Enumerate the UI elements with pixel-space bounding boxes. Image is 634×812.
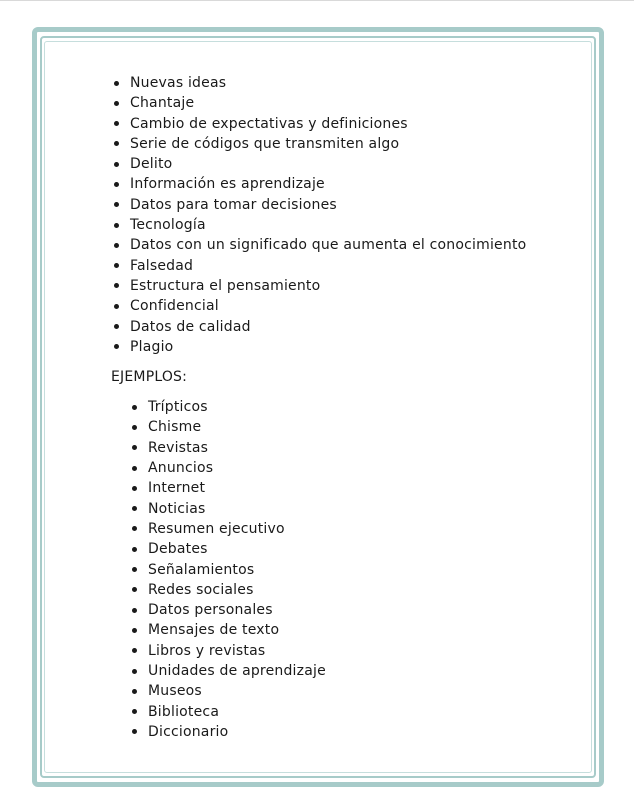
- list-item-text: Datos con un significado que aumenta el conocimiento: [130, 237, 527, 254]
- list-item-text: Mensajes de texto: [148, 622, 280, 639]
- list-item-text: Internet: [148, 480, 206, 497]
- bullet-icon: [114, 304, 119, 309]
- list-item-text: Chisme: [148, 419, 202, 436]
- list-item: [0, 519, 634, 539]
- list-item: [0, 539, 634, 559]
- list-item-text: Información es aprendizaje: [130, 176, 325, 193]
- bullet-icon: [114, 344, 119, 349]
- list-item-text: Señalamientos: [148, 561, 255, 578]
- list-item-text: Serie de códigos que transmiten algo: [130, 135, 400, 152]
- bullet-icon: [114, 182, 119, 187]
- list-item: [0, 296, 634, 316]
- list-item: [0, 458, 634, 478]
- list-item-text: Datos personales: [148, 602, 273, 619]
- bullet-icon: [132, 608, 137, 613]
- list-item-text: Tecnología: [130, 217, 206, 234]
- list-item-text: Cambio de expectativas y definiciones: [130, 115, 408, 132]
- bullet-icon: [132, 709, 137, 714]
- list-item-text: Museos: [148, 683, 202, 700]
- list-item-text: Falsedad: [130, 257, 194, 274]
- bullet-icon: [114, 283, 119, 288]
- bullet-icon: [132, 405, 137, 410]
- bullet-icon: [114, 101, 119, 106]
- list-item: [0, 195, 634, 215]
- list-item: [0, 397, 634, 417]
- list-item-text: Confidencial: [130, 298, 219, 315]
- list-item: [0, 93, 634, 113]
- list-item-text: Plagio: [130, 338, 174, 355]
- list-item: [0, 438, 634, 458]
- list-item-text: Biblioteca: [148, 703, 220, 720]
- list-item: [0, 499, 634, 519]
- list-item: [0, 114, 634, 134]
- bullet-icon: [132, 669, 137, 674]
- list-item-text: Unidades de aprendizaje: [148, 663, 326, 680]
- list-item-text: Anuncios: [148, 460, 214, 477]
- list-item: [0, 641, 634, 661]
- list-item: [0, 600, 634, 620]
- list-item: [0, 317, 634, 337]
- bullet-icon: [132, 445, 137, 450]
- list-item: [0, 702, 634, 722]
- list-item-text: Resumen ejecutivo: [148, 520, 285, 537]
- list-item: [0, 174, 634, 194]
- list-item-text: Chantaje: [130, 95, 195, 112]
- list-item-text: Datos de calidad: [130, 318, 251, 335]
- bullet-icon: [132, 506, 137, 511]
- list-item-text: Estructura el pensamiento: [130, 277, 321, 294]
- bullet-icon: [132, 567, 137, 572]
- bullet-icon: [132, 547, 137, 552]
- list-item-text: Libros y revistas: [148, 642, 266, 659]
- bullet-icon: [114, 324, 119, 329]
- list-item: [0, 154, 634, 174]
- bullet-icon: [132, 628, 137, 633]
- bullet-icon: [114, 223, 119, 228]
- list-item-text: Redes sociales: [148, 581, 254, 598]
- list-item: [0, 580, 634, 600]
- list-item-text: Datos para tomar decisiones: [130, 196, 337, 213]
- list-item-text: Diccionario: [148, 723, 229, 740]
- list-item: [0, 661, 634, 681]
- list-item-text: Noticias: [148, 500, 206, 517]
- bullet-icon: [114, 162, 119, 167]
- list-item: [0, 722, 634, 742]
- bullet-icon: [132, 466, 137, 471]
- list-item-text: Trípticos: [148, 399, 208, 416]
- bullet-icon: [132, 425, 137, 430]
- list-item-text: Nuevas ideas: [130, 75, 227, 91]
- document-content: [0, 73, 634, 742]
- bullet-icon: [132, 689, 137, 694]
- examples-heading: EJEMPLOS:: [111, 369, 188, 386]
- list-item: [0, 134, 634, 154]
- list-item: [0, 73, 634, 93]
- list-item: [0, 620, 634, 640]
- list-item-text: Revistas: [148, 439, 209, 456]
- concept-list: [0, 73, 634, 357]
- list-item: [0, 337, 634, 357]
- bullet-icon: [114, 141, 119, 146]
- bullet-icon: [132, 486, 137, 491]
- bullet-icon: [114, 81, 119, 86]
- bullet-icon: [114, 243, 119, 248]
- bullet-icon: [114, 121, 119, 126]
- bullet-icon: [132, 526, 137, 531]
- list-item: [0, 560, 634, 580]
- list-item: [0, 276, 634, 296]
- bullet-icon: [132, 587, 137, 592]
- bullet-icon: [132, 648, 137, 653]
- list-item-text: Delito: [130, 156, 173, 173]
- list-item: [0, 681, 634, 701]
- bullet-icon: [114, 263, 119, 268]
- bullet-icon: [114, 202, 119, 207]
- bullet-icon: [132, 729, 137, 734]
- list-item: [0, 235, 634, 255]
- list-item-text: Debates: [148, 541, 208, 558]
- list-item: [0, 478, 634, 498]
- list-item: [0, 417, 634, 437]
- list-item: [0, 215, 634, 235]
- examples-list: [0, 397, 634, 742]
- list-item: [0, 256, 634, 276]
